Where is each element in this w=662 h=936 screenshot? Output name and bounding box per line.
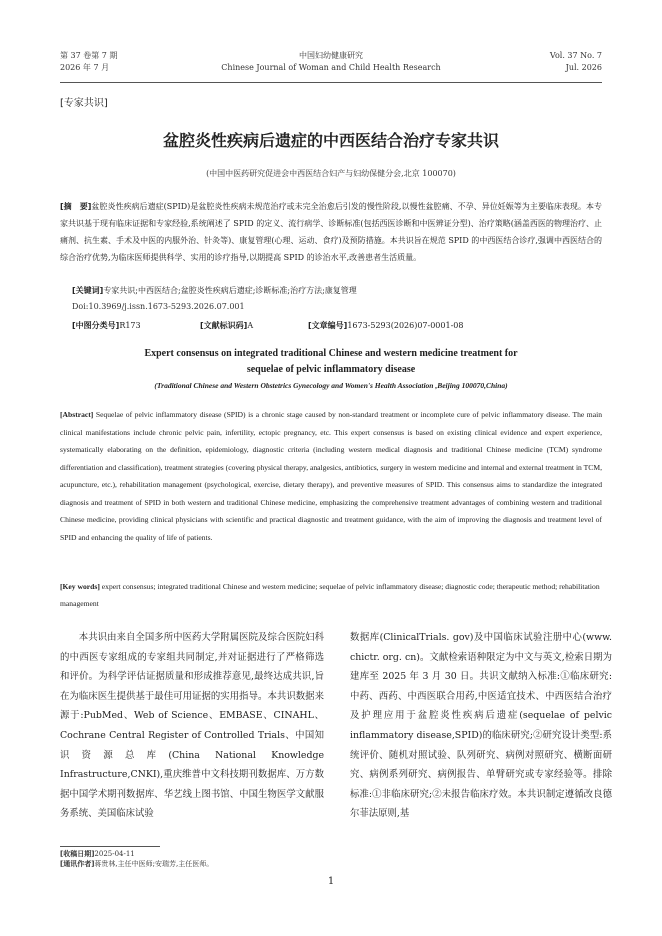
received-value: 2025-04-11 bbox=[94, 850, 135, 858]
doi: Doi:10.3969/j.issn.1673-5293.2026.07.001 bbox=[72, 302, 245, 311]
doc-code-value: A bbox=[247, 321, 254, 330]
body-column-right: 数据库(ClinicalTrials. gov)及中国临床试验注册中心(www. chictr. org. cn)。文献检索语种限定为中文与英文,检索日期为建库至 2025 年 3 月 30 日。共识文献纳入标准:①临床研究:中药、西药、中西医联合用药,中医适宜技术、中西医结合治疗及护理应用于盆腔炎性疾病后遗症(sequelae of pelvic inflammatory disease,SPID)的临床研究;②研究设计类型:系统评价、随机对照试验、队列研究、病例对照研究、横断面研究、病例系列研究、病例报告、单臂研究或专家经验等。排除标准:①非临床研究;②未报告临床疗效。本共识制定遵循改良德尔菲法原则,基 bbox=[350, 632, 612, 820]
header-journal-cn: 中国妇幼健康研究 bbox=[299, 51, 363, 60]
header-volume-issue: 第 37 卷第 7 期 bbox=[60, 51, 118, 60]
body-column-left: 本共识由来自全国多所中医药大学附属医院及综合医院妇科的中西医专家组成的专家组共同制定,并对证据进行了严格筛选和评价。为科学评估证据质量和形成推荐意见,最终达成共识,旨在为临床医生提供基于最佳可用证据的实用指导。本共识数据来源于:PubMed、Web of Science、EMBASE、CINAHL、Cochrane Central Register of Controlled Trials、中国知识资源总库(China National Knowledge Infrastructure,CNKI),重庆维普中文科技期刊数据库、万方数据中国学术期刊数据库、华艺线上图书馆、中国生物医学文献服务系统、美国临床试验 bbox=[60, 632, 324, 820]
clc bbox=[72, 320, 141, 331]
footnote bbox=[60, 849, 213, 869]
clc-value: R173 bbox=[119, 321, 141, 330]
abstract-en-text: Sequelae of pelvic inflammatory disease (SPID) is a chronic stage caused by non-standard treatment or incomplete cure of pelvic inflammatory disease. The main clinical manifestations include chronic pelvic pain, infertility, ectopic pregnancy, etc. This expert consensus is based on existing clinical evidence and expert experience, systematically elaborating on the definition, epidemiology, diagnostic criteria (including western medical diagnosis and traditional Chinese medicine (TCM) syndrome differentiation and classification), treatment strategies (covering physical therapy, analgesics, antibiotics, surgery in western medicine and internal and external treatment in TCM, acupuncture, etc.), rehabilitation management (psychological, exercise, dietary therapy), and preventive measures of SPID. This consensus aims to standardize the integrated diagnosis and treatment of SPID in both western and traditional Chinese medicine, emphasizing the comprehensive treatment advantages of combining western and traditional Chinese medicine, providing clinical physicians with scientific and practical diagnostic and treatment guidance, with the aim of improving the diagnosis and treatment level of SPID and enhancing the quality of life of patients. bbox=[60, 410, 602, 542]
keywords-en-label: [Key words] bbox=[60, 582, 100, 591]
keywords-en bbox=[60, 578, 602, 612]
authors-label: [通讯作者] bbox=[60, 860, 95, 868]
keywords-en-text: expert consensus; integrated traditional Chinese and western medicine; sequelae of pelvic inflammatory disease; diagnostic code; therapeutic method; rehabilitation management bbox=[60, 582, 600, 608]
abstract-cn-text: 盆腔炎性疾病后遗症(SPID)是盆腔炎性疾病未规范治疗或未完全治愈后引发的慢性阶段,以慢性盆腔痛、不孕、异位妊娠等为主要临床表现。本专家共识基于现有临床证据和专家经验,系统阐述了 SPID 的定义、流行病学、诊断标准(包括西医诊断和中医辨证分型)、治疗策略(涵盖西医的物理治疗、止痛剂、抗生素、手术及中医的内服外治、针灸等)、康复管理(心理、运动、食疗)及预防措施。本共识旨在规范 SPID 的中西医结合诊疗,强调中西医结合的综合治疗优势,为临床医师提供科学、实用的诊疗指导,以期提高 SPID 的诊治水平,改善患者生活质量。 bbox=[60, 202, 603, 262]
article-no-label: [文章编号] bbox=[308, 321, 348, 330]
abstract-cn bbox=[60, 198, 602, 266]
footnote-rule bbox=[60, 846, 160, 847]
section-tag: [专家共识] bbox=[60, 98, 108, 109]
header-rule bbox=[60, 82, 602, 83]
clc-label: [中图分类号] bbox=[72, 321, 120, 330]
keywords-cn-label: [关键词] bbox=[72, 286, 104, 295]
footnote-received bbox=[60, 849, 213, 859]
header-journal-en: Chinese Journal of Woman and Child Health Research bbox=[221, 63, 441, 72]
doc-code-label: [文献标识码] bbox=[200, 321, 248, 330]
affiliation-cn: (中国中医药研究促进会中西医结合妇产与妇幼保健分会,北京 100070) bbox=[206, 169, 456, 178]
keywords-cn bbox=[72, 284, 602, 298]
header-month: Jul. 2026 bbox=[565, 63, 602, 72]
doc-code bbox=[200, 320, 253, 331]
abstract-en-label: [Abstract] bbox=[60, 410, 94, 419]
title-en-line1: Expert consensus on integrated traditional Chinese and western medicine treatment for bbox=[144, 348, 518, 359]
affiliation-en: (Traditional Chinese and Western Obstetrics Gynecology and Women's Health Association ,Beijing 100070,China) bbox=[154, 381, 508, 390]
article-title-cn: 盆腔炎性疾病后遗症的中西医结合治疗专家共识 bbox=[162, 131, 499, 150]
page-number: 1 bbox=[327, 876, 335, 887]
received-label: [收稿日期] bbox=[60, 850, 95, 858]
header-journal bbox=[60, 50, 602, 74]
running-header bbox=[60, 50, 602, 82]
footnote-authors bbox=[60, 859, 213, 869]
authors-value: 蒋贵林,主任中医师;安瑞芳,主任医师。 bbox=[94, 860, 214, 868]
article-no-value: 1673-5293(2026)07-0001-08 bbox=[347, 321, 464, 330]
article-title-en bbox=[80, 346, 582, 378]
abstract-en bbox=[60, 406, 602, 546]
header-vol-no: Vol. 37 No. 7 bbox=[549, 51, 602, 60]
article-no bbox=[308, 320, 463, 331]
header-volume-en bbox=[550, 50, 602, 74]
header-date: 2026 年 7 月 bbox=[60, 63, 110, 72]
keywords-cn-text: 专家共识;中西医结合;盆腔炎性疾病后遗症;诊断标准;治疗方法;康复管理 bbox=[103, 286, 357, 295]
title-en-line2: sequelae of pelvic inflammatory disease bbox=[246, 364, 416, 375]
abstract-cn-label: [摘 要] bbox=[60, 202, 92, 211]
